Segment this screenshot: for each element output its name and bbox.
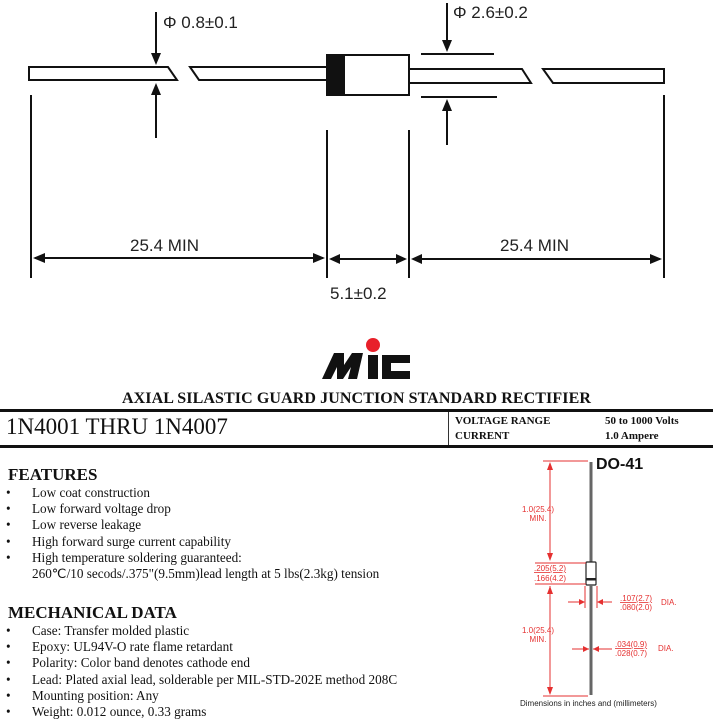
lead-length-left-label: 25.4 MIN (130, 236, 199, 255)
mechanical-list (0, 623, 448, 720)
mic-logo (318, 335, 413, 381)
header-bottom-rule (0, 445, 713, 448)
feature-soldering-detail: 260℃/10 secods/.375"(9.5mm)lead length at 5 lbs(2.3kg) tension (32, 566, 380, 582)
outline-dimension-drawing (0, 0, 713, 320)
mechanical-item: • Lead: Plated axial lead, solderable per MIL-STD-202E method 208C (6, 671, 398, 687)
lead-length-right-label: 25.4 MIN (500, 236, 569, 255)
spec-label-voltage-range: VOLTAGE RANGE (455, 415, 551, 427)
bullet-icon: • (6, 517, 11, 533)
body-dia-suffix: DIA. (661, 598, 677, 607)
feature-item: • High temperature soldering guaranteed: (6, 549, 242, 565)
mechanical-item: • Case: Transfer molded plastic (6, 623, 190, 638)
bullet-icon: • (6, 533, 11, 549)
dimensions-note: Dimensions in inches and (millimeters) (520, 699, 657, 708)
bullet-icon: • (6, 655, 11, 671)
logo-red-dot-icon (366, 338, 380, 352)
body-diameter-label: Φ 2.6±0.2 (453, 3, 528, 22)
mechanical-heading: MECHANICAL DATA (8, 603, 177, 622)
mechanical-item: • Polarity: Color band denotes cathode end (6, 655, 250, 671)
lead-dia-suffix: DIA. (658, 644, 674, 653)
bullet-icon: • (6, 687, 11, 703)
features-section (8, 465, 448, 582)
spec-divider (448, 412, 449, 445)
top-lead-length-label: 1.0(25.4) (521, 505, 555, 514)
spec-label-current: CURRENT (455, 430, 510, 442)
lead-dia-max-label: .034(0.9) (615, 640, 648, 649)
mechanical-item: • Mounting position: Any (6, 687, 159, 703)
title-rule (0, 409, 713, 412)
body-length-label: 5.1±0.2 (330, 284, 387, 303)
mechanical-item: • Epoxy: UL94V-O rate flame retardant (6, 639, 233, 655)
bullet-icon: • (6, 671, 11, 687)
bottom-lead-length-label: 1.0(25.4) (521, 626, 555, 635)
bullet-icon: • (6, 549, 11, 565)
features-list (0, 485, 448, 566)
feature-item: • Low coat construction (6, 485, 150, 500)
feature-item: • High forward surge current capability (6, 533, 231, 549)
lead-dia-min-label: .028(0.7) (615, 649, 648, 658)
do41-package-drawing (500, 450, 713, 710)
feature-item: • Low reverse leakage (6, 517, 142, 533)
bullet-icon: • (6, 501, 11, 517)
bottom-lead-min-label: MIN. (529, 635, 547, 644)
spec-value-current: 1.0 Ampere (605, 430, 659, 442)
feature-item: • Low forward voltage drop (6, 501, 171, 517)
part-number-range: 1N4001 THRU 1N4007 (6, 414, 228, 439)
body-dia-max-label: .107(2.7) (620, 594, 653, 603)
bullet-icon: • (6, 623, 11, 638)
package-name: DO-41 (596, 456, 644, 473)
mechanical-item: • Weight: 0.012 ounce, 0.33 grams (6, 704, 207, 720)
bullet-icon: • (6, 639, 11, 655)
bullet-icon: • (6, 485, 11, 500)
top-lead-min-label: MIN. (529, 514, 547, 523)
spec-value-voltage-range: 50 to 1000 Volts (605, 415, 679, 427)
lead-diameter-label: Φ 0.8±0.1 (163, 13, 238, 32)
mechanical-section (8, 603, 448, 720)
body-length-max-label: .205(5.2) (534, 564, 567, 573)
features-heading: FEATURES (8, 465, 98, 484)
body-dia-min-label: .080(2.0) (620, 603, 653, 612)
bullet-icon: • (6, 704, 11, 720)
document-title: AXIAL SILASTIC GUARD JUNCTION STANDARD RECTIFIER (121, 390, 592, 407)
body-length-min-label: .166(4.2) (534, 574, 567, 583)
